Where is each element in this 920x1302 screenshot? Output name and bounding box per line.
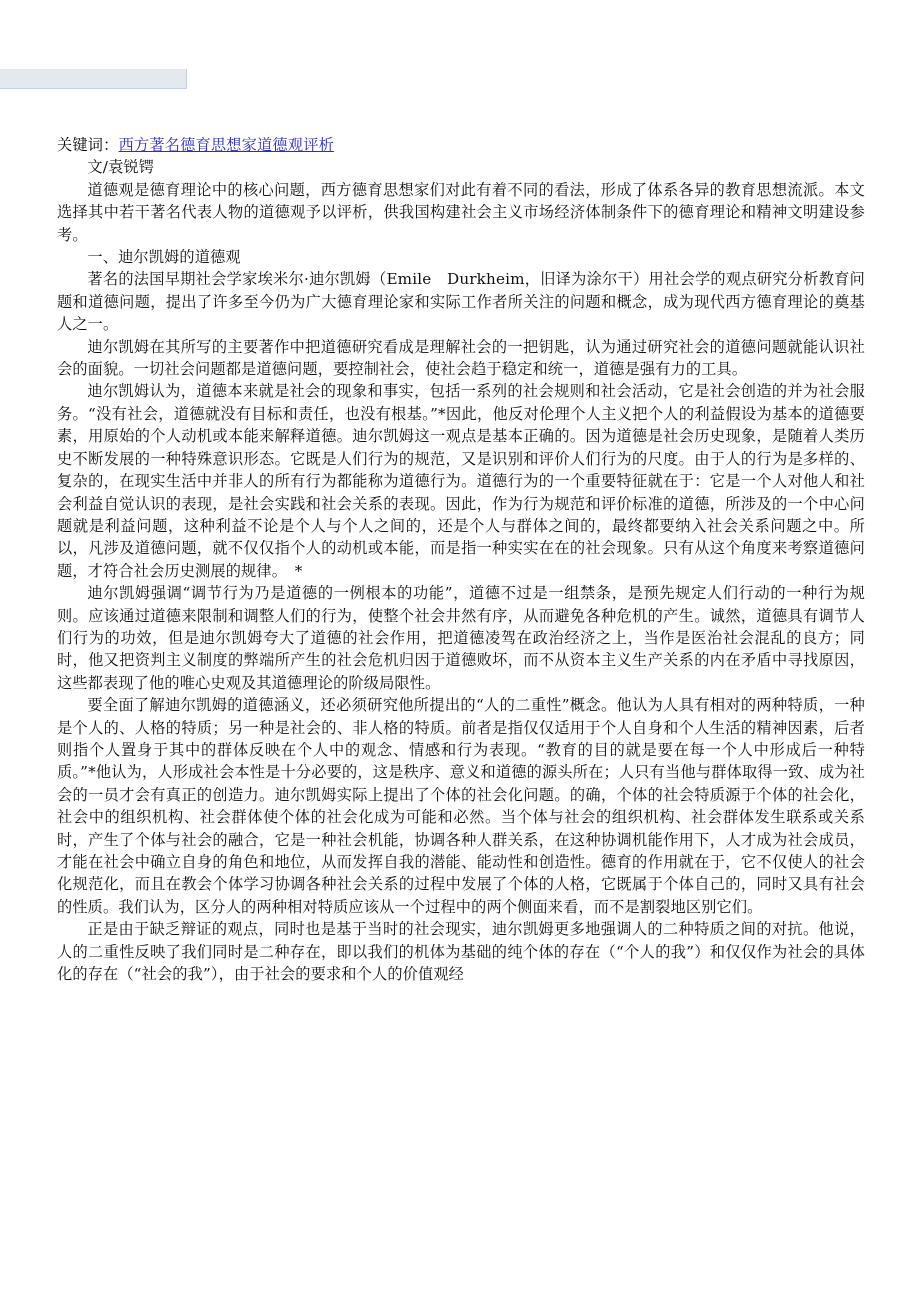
paragraph-dialectic-lack: 正是由于缺乏辩证的观点，同时也是基于当时的社会现实，迪尔凯姆更多地强调人的二种特质之间的对抗。他说，人的二重性反映了我们同时是二种存在，即以我们的机体为基础的纯个体的存在（“个人的我”）和仅仅作为社会的具体化的存在（“社会的我”），由于社会的要求和个人的价值观经 <box>57 920 865 984</box>
keywords-label: 关键词： <box>57 136 119 154</box>
paragraph-human-duality: 要全面了解迪尔凯姆的道德涵义，还必须研究他所提出的“人的二重性”概念。他认为人具有相对的两种特质，一种是个人的、人格的特质；另一种是社会的、非人格的特质。前者是指仅仅适用于个人自身和个人生活的精神因素，后者则指个人置身于其中的群体反映在个人中的观念、情感和行为表现。“教育的目的就是要在每一个人中形成后一种特质。”*他认为，人形成社会本性是十分必要的，这是秩序、意义和道德的源头所在；人只有当他与群体取得一致、成为社会的一员才会有真正的创造力。迪尔凯姆实际上提出了个体的社会化问题。的确，个体的社会特质源于个体的社会化，社会中的组织机构、社会群体使个体的社会化成为可能和必然。当个体与社会的组织机构、社会群体发生联系或关系时，产生了个体与社会的融合，它是一种社会机能，协调各种人群关系，在这种协调机能作用下，人才成为社会成员，才能在社会中确立自身的角色和地位，从而发挥自我的潜能、能动性和创造性。德育的作用就在于，它不仅使人的社会化规范化，而且在教会个体学习协调各种社会关系的过程中发展了个体的人格，它既属于个体自己的，同时又具有社会的性质。我们认为，区分人的两种相对特质应该从一个过程中的两个侧面来看，而不是割裂地区别它们。 <box>57 696 865 916</box>
keywords-link[interactable]: 西方著名德育思想家道德观评析 <box>118 136 334 154</box>
keywords-line <box>57 134 865 156</box>
paragraph-durkheim-intro: 著名的法国早期社会学家埃米尔·迪尔凯姆（Emile Durkheim，旧译为涂尔干）用社会学的观点研究分析教育问题和道德问题，提出了许多至今仍为广大德育理论家和实际工作者所关注的问题和概念，成为现代西方德育理论的奠基人之一。 <box>57 270 865 334</box>
paragraph-moral-key: 迪尔凯姆在其所写的主要著作中把道德研究看成是理解社会的一把钥匙，认为通过研究社会的道德问题就能认识社会的面貌。一切社会问题都是道德问题，要控制社会，使社会趋于稳定和统一，道德是强有力的工具。 <box>57 337 865 379</box>
paragraph-regulation-function: 迪尔凯姆强调“调节行为乃是道德的一例根本的功能”，道德不过是一组禁条，是预先规定人们行动的一种行为规则。应该通过道德来限制和调整人们的行为，使整个社会井然有序，从而避免各种危机的产生。诚然，道德具有调节人们行为的功效，但是迪尔凯姆夸大了道德的社会作用，把道德凌驾在政治经济之上，当作是医治社会混乱的良方；同时，他又把资判主义制度的弊端所产生的社会危机归因于道德败坏，而不从资本主义生产关系的内在矛盾中寻找原因，这些都表现了他的唯心史观及其道德理论的阶级局限性。 <box>57 584 865 692</box>
document-body <box>57 134 865 985</box>
paragraph-intro: 道德观是德育理论中的核心问题，西方德育思想家们对此有着不同的看法，形成了体系各异的教育思想流派。本文选择其中若干著名代表人物的道德观予以评析，供我国构建社会主义市场经济体制条件下的德育理论和精神文明建设参考。 <box>57 180 865 244</box>
byline: 文/袁锐锷 <box>87 158 155 177</box>
header-highlight-box <box>0 69 187 89</box>
paragraph-moral-social-fact: 迪尔凯姆认为，道德本来就是社会的现象和事实，包括一系列的社会规则和社会活动，它是社会创造的并为社会服务。“没有社会，道德就没有目标和责任，也没有根基。”*因此，他反对伦理个人主义把个人的利益假设为基本的道德要素，用原始的个人动机或本能来解释道德。迪尔凯姆这一观点是基本正确的。因为道德是社会历史现象，是随着人类历史不断发展的一种特殊意识形态。它既是人们行为的规范，又是识别和评价人们行为的尺度。由于人的行为是多样的、复杂的，在现实生活中并非人的所有行为都能称为道德行为。道德行为的一个重要特征就在于：它是一个人对他人和社会利益自觉认识的表现，是社会实践和社会关系的表现。因此，作为行为规范和评价标准的道德，所涉及的一个中心问题就是利益问题，这种利益不论是个人与个人之间的，还是个人与群体之间的，最终都要纳入社会关系问题之中。所以，凡涉及道德问题，就不仅仅指个人的动机或本能，而是指一种实实在在的社会现象。只有从这个角度来考察道德问题，才符合社会历史测展的规律。 * <box>57 382 865 580</box>
section-heading-1: 一、迪尔凯姆的道德观 <box>87 248 241 267</box>
